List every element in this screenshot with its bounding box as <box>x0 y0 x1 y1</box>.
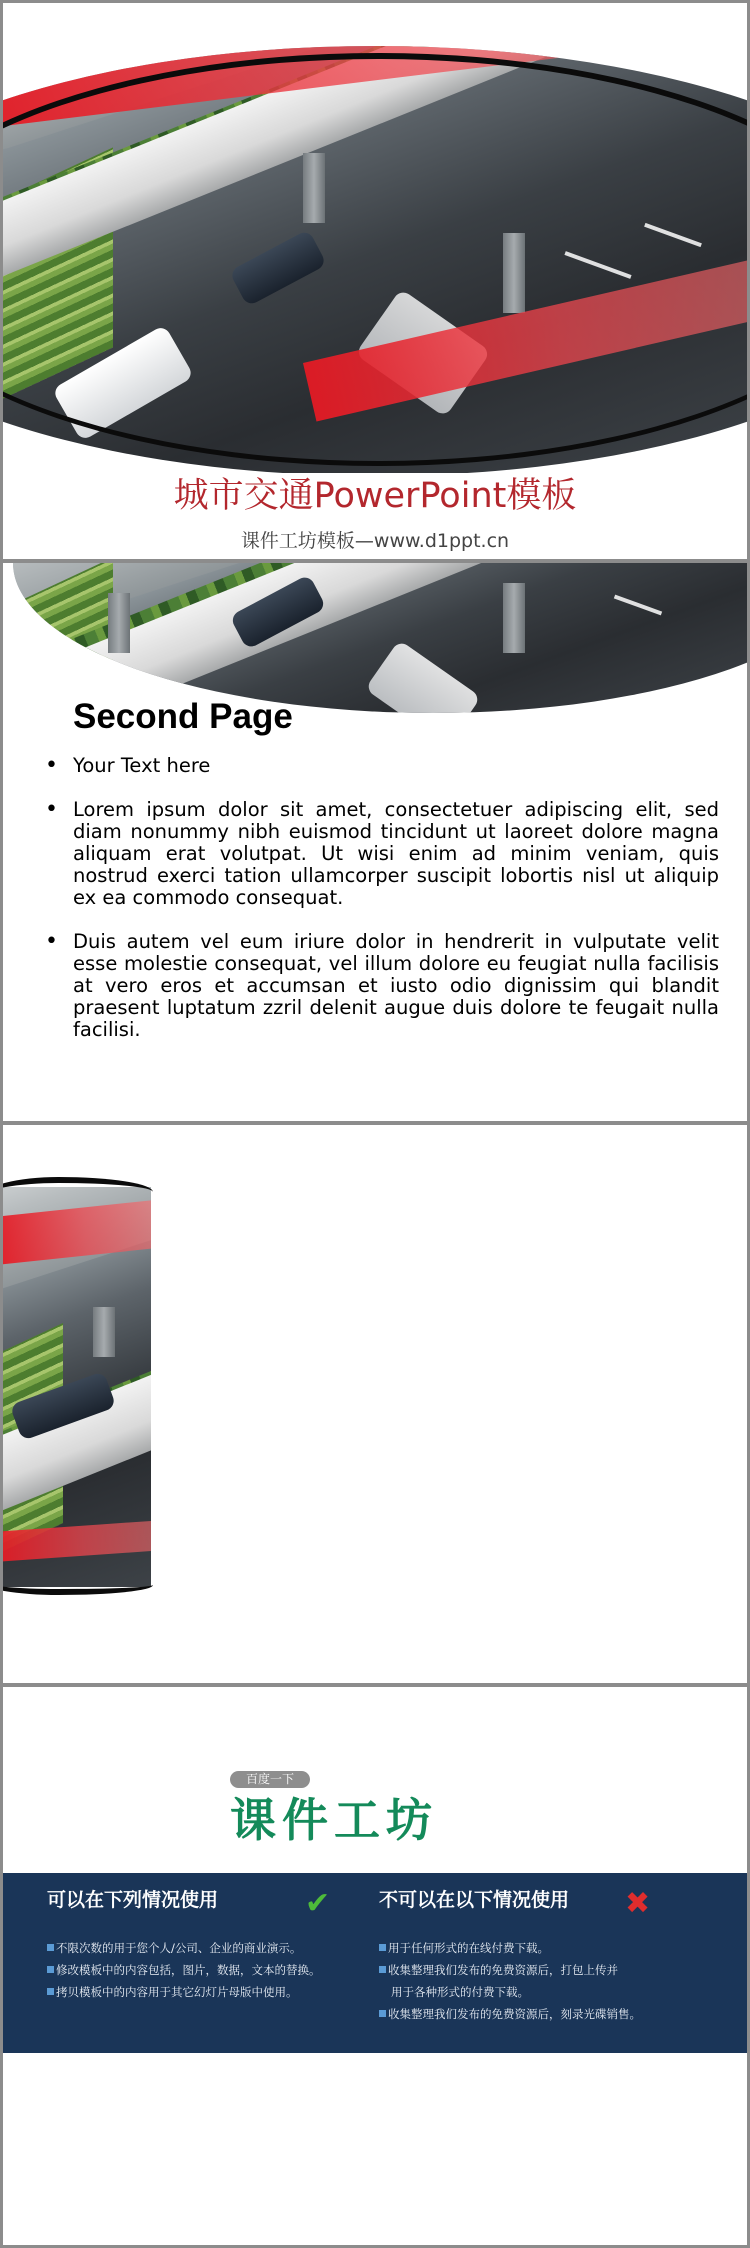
black-arc-bottom <box>0 1535 153 1595</box>
slide-4 <box>0 1684 750 2248</box>
slide-1 <box>0 0 750 562</box>
slide-3 <box>0 1122 750 1686</box>
list-item: 收集整理我们发布的免费资源后，打包上传并 <box>379 1959 669 1981</box>
slide-title: 城市交通PowerPoint模板 <box>173 476 577 516</box>
list-item: 修改模板中的内容包括，图片，数据，文本的替换。 <box>47 1959 337 1981</box>
prohibited-usage-list <box>379 1937 669 2025</box>
black-arc-bottom <box>0 46 750 466</box>
list-item: 拷贝模板中的内容用于其它幻灯片母版中使用。 <box>47 1981 337 2003</box>
check-icon: ✔ <box>305 1886 331 1921</box>
allowed-usage-heading: 可以在下列情况使用 <box>47 1889 219 1911</box>
bullet-list <box>43 755 719 1063</box>
slide-2 <box>0 560 750 1124</box>
list-item: 不限次数的用于您个人/公司、企业的商业演示。 <box>47 1937 337 1959</box>
logo-text: 课件工坊 <box>230 1793 438 1847</box>
list-item: • Duis autem vel eum iriure dolor in hendrerit in vulputate velit esse molestie consequat, vel illum dolore eu feugiat nulla facilisis at vero eros et accumsan et iusto odio dignissim qui blandit praesent luptatum zzril delenit augue duis dolore te feugait nulla facilisi. <box>43 931 719 1041</box>
allowed-usage-list <box>47 1937 337 2003</box>
black-arc-top <box>0 1177 153 1267</box>
page-heading: Second Page <box>73 697 293 736</box>
list-item: 收集整理我们发布的免费资源后，刻录光碟销售。 <box>379 2003 669 2025</box>
prohibited-usage-heading: 不可以在以下情况使用 <box>379 1889 570 1911</box>
list-item: • Your Text here <box>43 755 719 777</box>
logo-badge: 百度一下 <box>230 1771 310 1788</box>
highway-photo-header <box>3 563 747 713</box>
list-item: • Lorem ipsum dolor sit amet, consectetuer adipiscing elit, sed diam nonummy nibh euismod tincidunt ut laoreet dolore magna aliquam erat volutpat. Ut wisi enim ad minim veniam, quis nostrud exerci tation ullamcorper suscipit lobortis nisl ut aliquip ex ea commodo consequat. <box>43 799 719 909</box>
list-item: 用于各种形式的付费下载。 <box>391 1985 529 1999</box>
usage-panel <box>3 1873 747 2053</box>
slide-subtitle: 课件工坊模板—www.d1ppt.cn <box>240 530 510 552</box>
list-item: 用于任何形式的在线付费下载。 <box>379 1937 669 1959</box>
cross-icon: ✖ <box>625 1886 651 1921</box>
